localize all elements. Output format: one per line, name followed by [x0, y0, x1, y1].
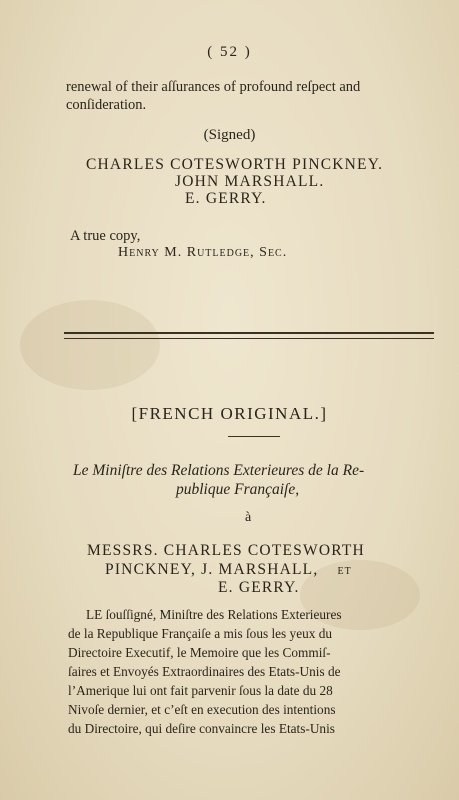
- minister-title-line-1: Le Miniſtre des Relations Exterieures de la Re-: [73, 462, 365, 479]
- address-et: ET: [337, 566, 352, 577]
- address-line-1: MESSRS. CHARLES COTESWORTH: [87, 542, 365, 559]
- signatory-marshall: JOHN MARSHALL.: [175, 173, 325, 190]
- paragraph-line-6: Nivoſe dernier, et c’eſt en execution des intentions: [68, 702, 336, 717]
- french-original-heading: [FRENCH ORIGINAL.]: [131, 404, 328, 423]
- address-names: PINCKNEY, J. MARSHALL,: [105, 561, 319, 578]
- continuation-line-1: renewal of their aſſurances of profound reſpect and: [66, 79, 361, 95]
- paper-stain: [20, 300, 160, 390]
- signatory-gerry: E. GERRY.: [185, 190, 267, 207]
- address-line-3: E. GERRY.: [218, 579, 300, 596]
- true-copy-label: A true copy,: [70, 228, 141, 244]
- minister-title-line-2: publique Françaiſe,: [176, 481, 300, 498]
- continuation-line-2: conſideration.: [66, 97, 147, 113]
- address-line-2: [105, 561, 352, 579]
- paragraph-line-7: du Directoire, qui deſire convaincre les Etats-Unis: [68, 721, 335, 736]
- addressed-to: à: [245, 510, 252, 525]
- paragraph-line-3: Directoire Executif, le Memoire que les Commiſ-: [68, 645, 331, 660]
- double-rule-top: [64, 332, 434, 334]
- heading-underline: [228, 436, 280, 437]
- secretary-signature: Henry M. Rutledge, Sec.: [118, 245, 288, 260]
- signatory-pinckney: CHARLES COTESWORTH PINCKNEY.: [86, 156, 384, 173]
- signed-label: (Signed): [203, 127, 256, 143]
- paragraph-line-4: ſaires et Envoyés Extraordinaires des Etats-Unis de: [68, 664, 341, 679]
- page-number: ( 52 ): [207, 44, 252, 60]
- double-rule-bottom: [64, 338, 434, 339]
- paragraph-line-2: de la Republique Françaiſe a mis ſous les yeux du: [68, 626, 333, 641]
- paragraph-line-1: LE ſouſſigné, Miniſtre des Relations Exterieures: [86, 607, 342, 622]
- paragraph-line-5: l’Amerique lui ont fait parvenir ſous la date du 28: [68, 683, 333, 698]
